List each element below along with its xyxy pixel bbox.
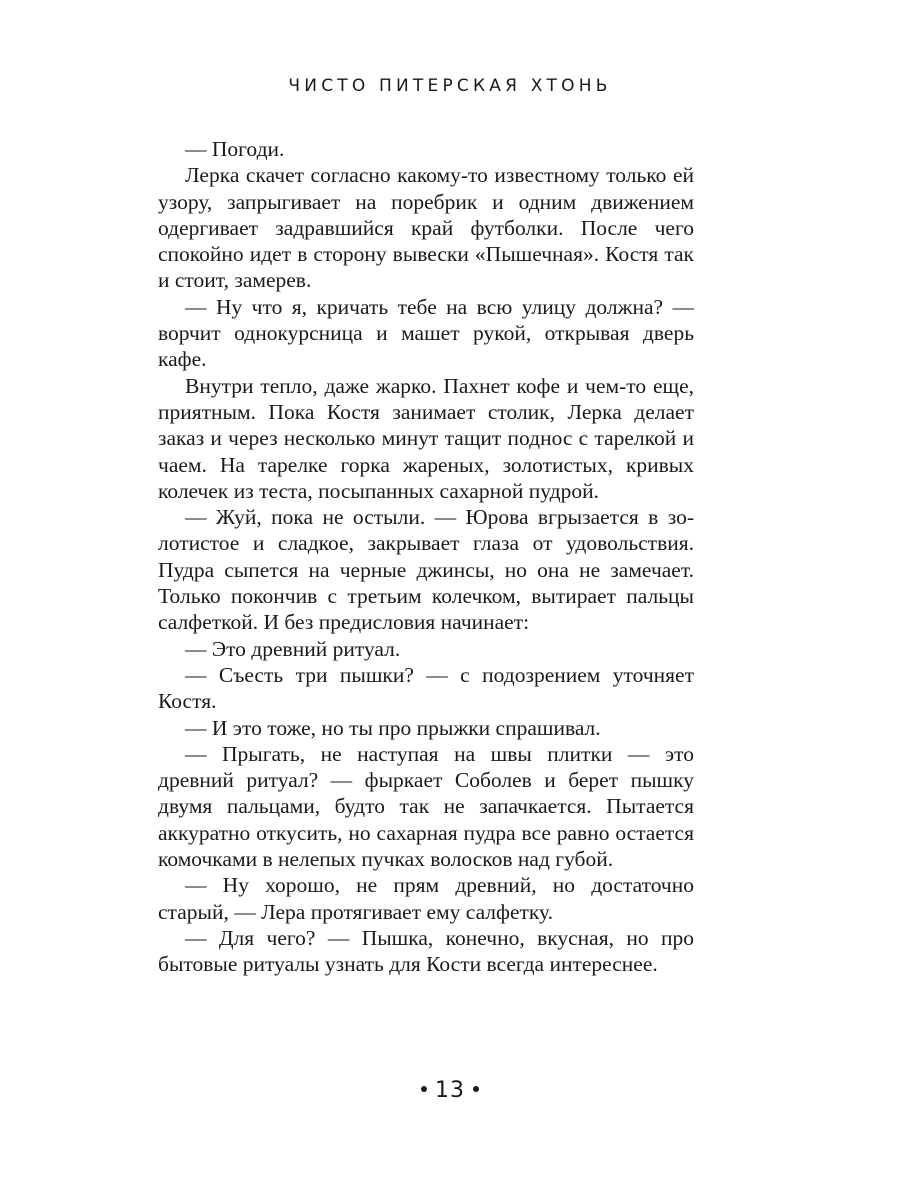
running-head-title: ЧИСТО ПИТЕРСКАЯ ХТОНЬ [288, 76, 612, 96]
paragraph: — И это тоже, но ты про прыжки спрашивал. [185, 715, 601, 740]
bullet-icon [473, 1086, 479, 1092]
paragraph: — Прыгать, не наступая на швы плитки — это древний ритуал? — фыркает Соболев и берет пышку двумя пальцами, будто так не запачкается. Пытается аккуратно откусить, но сахарная пудра все равно остается комочками в нелепых пучках волосков над губой. [158, 741, 694, 872]
paragraph: — Съесть три пышки? — с подозрением уточняет Костя. [158, 662, 694, 714]
paragraph: — Жуй, пока не остыли. — Юрова вгрызается в золотистое и сладкое, закрывает глаза от удовольствия. Пудра сыпется на черные джинсы, но она не замечает. Только покончив с третьим колечком, вытирает пальцы салфеткой. И без предисловия начинает: [158, 505, 694, 635]
bullet-icon [421, 1086, 427, 1092]
page-number [0, 1078, 900, 1103]
paragraph: — Ну что я, кричать тебе на всю улицу должна? — ворчит однокурсница и машет рукой, открывая дверь кафе. [158, 294, 694, 372]
paragraph: Внутри тепло, даже жарко. Пахнет кофе и чем-то еще, приятным. Пока Костя занимает столик, Лерка делает заказ и через несколько минут тащит поднос с тарелкой и чаем. На тарелке горка жареных, золотистых, кривых колечек из теста, посыпанных сахарной пудрой. [158, 373, 694, 503]
paragraph: — Ну хорошо, не прям древний, но достаточно старый, — Лера протягивает ему салфетку. [158, 873, 694, 924]
page-number-label: 13 [435, 1078, 465, 1103]
body-text [158, 136, 694, 978]
paragraph: — Для чего? — Пышка, конечно, вкусная, но про бытовые ритуалы узнать для Кости всегда интереснее. [158, 925, 694, 977]
paragraph: — Это древний ритуал. [185, 636, 401, 661]
paragraph: — Погоди. [185, 137, 285, 161]
paragraph: Лерка скачет согласно какому-то известному только ей узору, запрыгивает на поребрик и одним движением одергивает задравшийся край футболки. После чего спокойно идет в сторону вывески «Пышечная». Костя так и стоит, замерев. [158, 163, 694, 293]
